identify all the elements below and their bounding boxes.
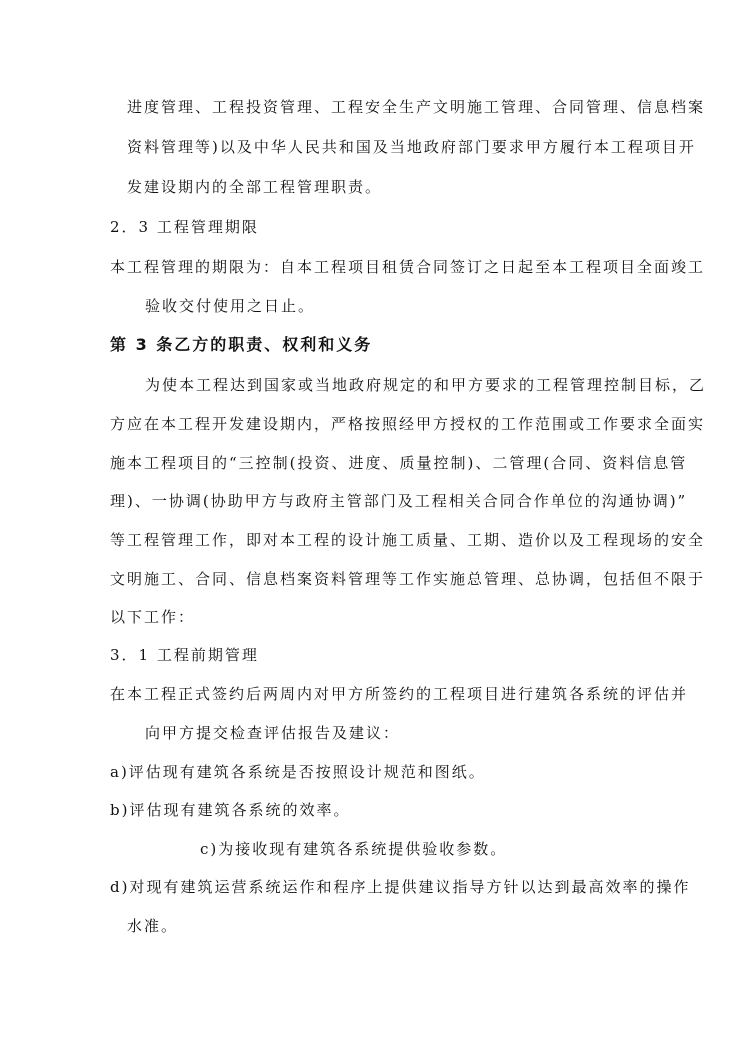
text-line: 等工程管理工作，即对本工程的设计施工质量、工期、造价以及工程现场的安全 [110, 531, 706, 549]
list-item-b: b)评估现有建筑各系统的效率。 [110, 801, 351, 819]
section-title-2-3: 2．3 工程管理期限 [110, 218, 259, 236]
text-line: 方应在本工程开发建设期内，严格按照经甲方授权的工作范围或工作要求全面实 [110, 415, 706, 433]
text-line: 向甲方提交检查评估报告及建议： [145, 724, 401, 742]
text-line: 理)、一协调(协助甲方与政府主管部门及工程相关合同合作单位的沟通协调)” [110, 492, 688, 510]
text-line: 以下工作： [110, 608, 196, 626]
text-line: 进度管理、工程投资管理、工程安全生产文明施工管理、合同管理、信息档案 [127, 98, 706, 116]
article-heading: 第 3 条乙方的职责、权利和义务 [110, 335, 373, 354]
text-line: 水准。 [127, 917, 179, 935]
list-item-c: c)为接收现有建筑各系统提供验收参数。 [200, 840, 508, 858]
text-line: 在本工程正式签约后两周内对甲方所签约的工程项目进行建筑各系统的评估并 [110, 685, 689, 703]
text-line: 发建设期内的全部工程管理职责。 [127, 178, 383, 196]
text-line: 资料管理等)以及中华人民共和国及当地政府部门要求甲方履行本工程项目开 [127, 138, 696, 156]
text-line: 文明施工、合同、信息档案资料管理等工作实施总管理、总协调，包括但不限于 [110, 570, 706, 588]
text-line: 施本工程项目的“三控制(投资、进度、质量控制)、二管理(合同、资料信息管 [110, 454, 688, 472]
list-item-d: d)对现有建筑运营系统运作和程序上提供建议指导方针以达到最高效率的操作 [110, 878, 691, 896]
list-item-a: a)评估现有建筑各系统是否按照设计规范和图纸。 [110, 763, 486, 781]
section-title-3-1: 3．1 工程前期管理 [110, 646, 259, 664]
text-line: 本工程管理的期限为：自本工程项目租赁合同签订之日起至本工程项目全面竣工 [110, 258, 706, 276]
text-line: 验收交付使用之日止。 [145, 297, 316, 315]
text-line: 为使本工程达到国家或当地政府规定的和甲方要求的工程管理控制目标，乙 [145, 376, 707, 394]
